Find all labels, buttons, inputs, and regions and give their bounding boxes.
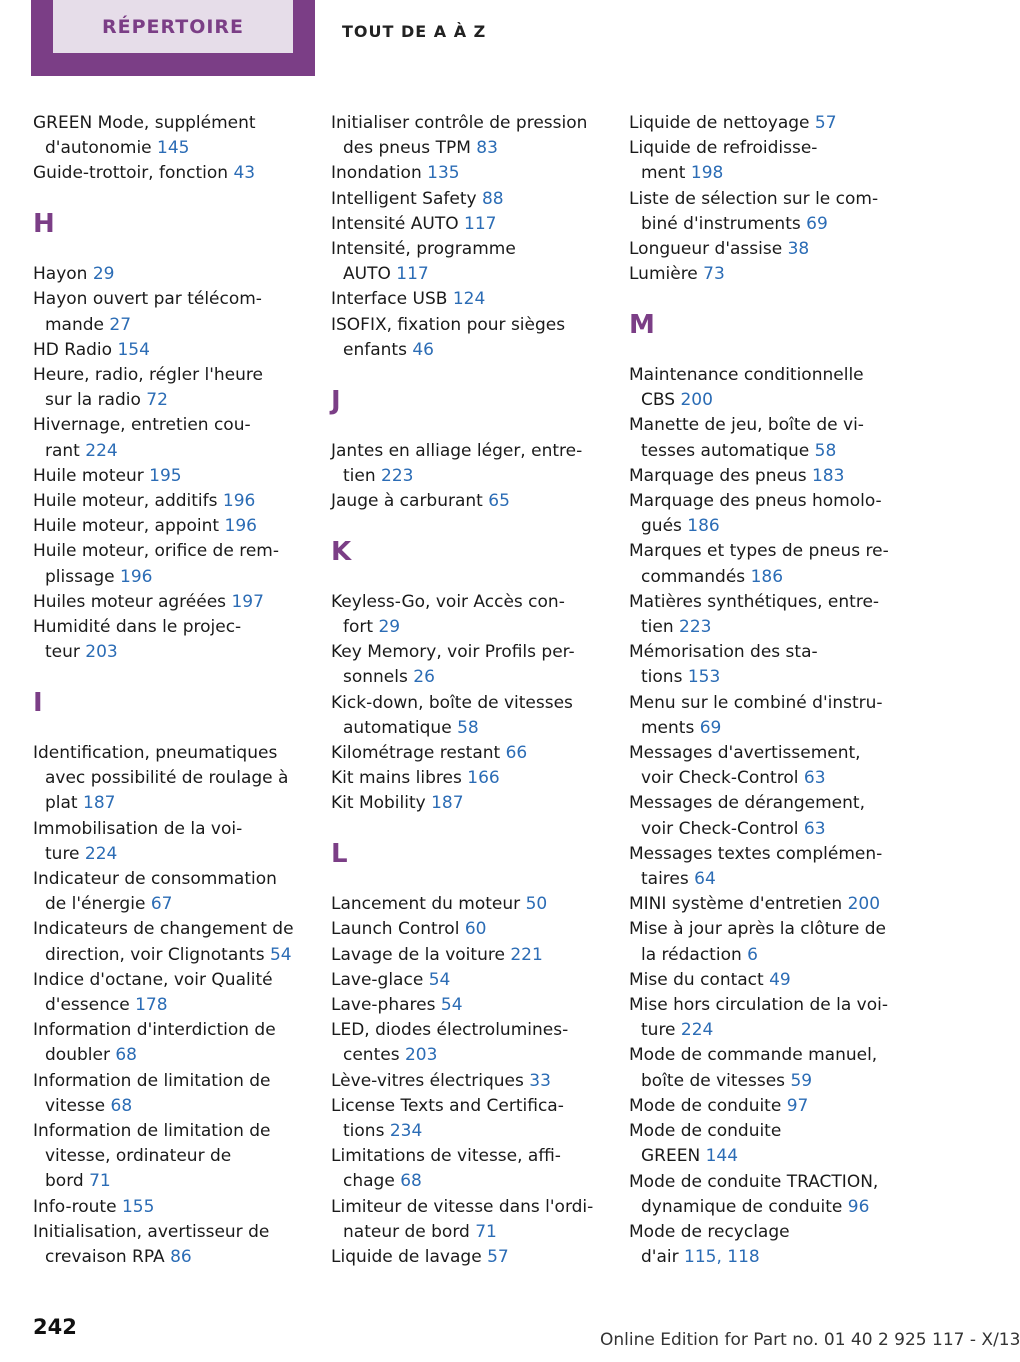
index-entry-text: Mode de conduite GREEN (629, 1121, 782, 1167)
index-entry (331, 691, 621, 741)
index-entry-text: Interface USB (331, 289, 453, 310)
page-reference-link[interactable]: 195 (149, 465, 182, 486)
index-entry (331, 313, 621, 363)
index-entry-text: Indicateur de consommation de l'énergie (33, 869, 277, 915)
page-reference-link[interactable]: 59 (790, 1070, 813, 1091)
index-entry (331, 1245, 621, 1270)
page-reference-link[interactable]: 67 (150, 894, 173, 915)
index-entry-text: Information de limitation de vitesse (33, 1070, 271, 1116)
index-entry (629, 413, 929, 463)
index-entry-text: Guide-trottoir, fonction (33, 163, 234, 184)
page-reference-link[interactable]: 117 (396, 264, 429, 285)
index-entry (331, 590, 621, 640)
index-entry-text: Huiles moteur agréées (33, 591, 232, 612)
index-entry-text: Liquide de refroidisse- ment (629, 138, 818, 184)
page-reference-link[interactable]: 144 (705, 1146, 739, 1167)
index-entry-text: Intensité, programme AUTO (331, 239, 516, 285)
index-entry-text: Menu sur le combiné d'instru- ments (629, 692, 883, 738)
index-entry-text: Liquide de lavage (331, 1247, 488, 1268)
tab-bar (0, 0, 960, 76)
page-reference-link[interactable]: 60 (464, 919, 487, 940)
index-entry (33, 1119, 323, 1195)
page-reference-link[interactable]: 50 (525, 894, 548, 915)
index-entry (629, 993, 929, 1043)
index-entry (33, 615, 323, 665)
index-entry (33, 741, 323, 817)
index-entry (629, 968, 929, 993)
index-entry-text: Messages textes complémen- taires (629, 843, 883, 890)
page-reference-link[interactable]: 64 (694, 869, 716, 890)
page-reference-link[interactable]: 38 (787, 239, 810, 260)
index-entry-text: Mode de conduite TRACTION, dynamique de conduite (629, 1171, 879, 1217)
edition-footer: Online Edition for Part no. 01 40 2 925 117 - X/13 (600, 1330, 1020, 1350)
index-entry (331, 1195, 621, 1245)
tab-repertoire-label: RÉPERTOIRE (53, 0, 293, 53)
index-entry-text: Identification, pneumatiques avec possibilité de roulage à plat (33, 743, 289, 814)
index-entry-text: Lancement du moteur (331, 894, 526, 915)
index-entry-text: Manette de jeu, boîte de vi- tesses automatique (629, 415, 864, 461)
page-reference-link[interactable]: 187 (83, 793, 116, 814)
index-entry-text: Immobilisation de la voi- ture (33, 818, 243, 864)
index-entry (33, 464, 323, 489)
index-entry-text: Mise hors circulation de la voi- ture (629, 995, 888, 1041)
page-reference-link[interactable]: 224 (85, 440, 118, 461)
index-entry (629, 691, 929, 741)
index-entry (331, 111, 621, 161)
index-entry-text: Marques et types de pneus re- commandés (629, 541, 889, 587)
index-entry (629, 111, 929, 136)
page-reference-link[interactable]: 29 (92, 264, 115, 285)
page-reference-link[interactable]: 96 (847, 1196, 870, 1217)
index-entry (331, 968, 621, 993)
page-reference-link[interactable]: 224 (84, 843, 118, 864)
page-reference-link[interactable]: 153 (687, 667, 721, 688)
page-reference-link[interactable]: 186 (750, 566, 784, 587)
page-reference-link[interactable]: 27 (109, 314, 132, 335)
index-entry (331, 1094, 621, 1144)
page-reference-link[interactable]: 223 (679, 617, 712, 638)
index-entry-text: Maintenance conditionnelle CBS (629, 365, 864, 411)
index-entry-text: Huile moteur (33, 465, 150, 486)
page-reference-link[interactable]: 198 (690, 163, 724, 184)
index-entry (33, 1220, 323, 1270)
index-entry (629, 1094, 929, 1119)
page-reference-link[interactable]: 57 (814, 113, 837, 133)
index-entry-text: Initialisation, avertisseur de crevaison RPA (33, 1221, 270, 1268)
index-entry-text: Mode de commande manuel, boîte de vitesses (629, 1045, 878, 1091)
page-reference-link[interactable]: 97 (786, 1095, 809, 1116)
page-reference-link[interactable]: 124 (452, 289, 486, 310)
index-entry (331, 917, 621, 942)
index-entry (331, 640, 621, 690)
index-entry (33, 262, 323, 287)
page-reference-link[interactable]: 63 (803, 768, 826, 789)
index-entry (33, 161, 323, 186)
index-entry-text: Limitations de vitesse, affi- chage (331, 1146, 561, 1192)
page-reference-link[interactable]: 221 (510, 944, 543, 965)
index-entry-text: Initialiser contrôle de pression des pneus TPM (331, 113, 588, 159)
index-entry-text: Jauge à carburant (331, 491, 489, 512)
page-reference-link[interactable]: 54 (440, 995, 463, 1016)
page-reference-link[interactable]: 234 (389, 1121, 423, 1142)
section-letter-h: H (33, 209, 55, 240)
page-reference-link[interactable]: 186 (687, 516, 720, 537)
page-reference-link[interactable]: 68 (400, 1171, 422, 1192)
page-reference-link[interactable]: 6 (747, 944, 758, 965)
page-reference-link[interactable]: 187 (431, 793, 464, 814)
index-entry-text: Kit Mobility (331, 793, 432, 814)
page-reference-link[interactable]: 54 (428, 969, 451, 990)
page-reference-link[interactable]: 73 (703, 264, 725, 285)
index-entry-text: Lumière (629, 264, 704, 285)
index-entry-text: Keyless-Go, voir Accès con- fort (331, 591, 565, 637)
page-reference-link[interactable]: 145 (157, 138, 190, 159)
index-entry-text: Jantes en alliage léger, entre- tien (331, 440, 583, 486)
index-entry (629, 741, 929, 791)
index-entry-text: Intensité AUTO (331, 213, 465, 234)
section-letter-i: I (33, 688, 43, 719)
page-reference-link[interactable]: 196 (120, 566, 153, 587)
index-entry-text: Hivernage, entretien cou- rant (33, 415, 251, 461)
index-entry-text: Kit mains libres (331, 768, 468, 789)
index-entry-text: Mémorisation des sta- tions (629, 642, 818, 688)
page-number: 242 (33, 1315, 77, 1339)
index-entry (331, 766, 621, 791)
index-entry-text: Limiteur de vitesse dans l'ordi- nateur de bord (331, 1196, 594, 1242)
index-entry-text: Heure, radio, régler l'heure sur la radio (33, 365, 263, 411)
index-entry (331, 892, 621, 917)
index-entry-text: ISOFIX, fixation pour sièges enfants (331, 314, 566, 360)
page-reference-link[interactable]: 117 (464, 213, 497, 234)
page-reference-link[interactable]: 69 (806, 213, 828, 234)
index-entry (331, 489, 621, 514)
index-entry (629, 917, 929, 967)
index-entry-text: Matières synthétiques, entre- tien (629, 591, 880, 638)
index-entry-text: Lave-phares (331, 995, 441, 1016)
index-entry (33, 590, 323, 615)
page-reference-link[interactable]: 69 (699, 717, 722, 738)
index-entry (331, 993, 621, 1018)
page-reference-link[interactable]: 33 (529, 1070, 551, 1091)
index-entry-text: Mise du contact (629, 969, 770, 990)
index-entry (33, 413, 323, 463)
index-entry-text: Info-route (33, 1196, 122, 1217)
index-entry-text: MINI système d'entretien (629, 894, 848, 915)
index-entry (331, 187, 621, 212)
page-reference-link[interactable]: 29 (378, 617, 401, 637)
index-entry-text: Inondation (331, 163, 428, 184)
index-entry-text: Intelligent Safety (331, 188, 482, 209)
page-reference-link[interactable]: 65 (488, 491, 510, 512)
page-reference-link[interactable]: 71 (89, 1171, 111, 1192)
index-entry (33, 338, 323, 363)
index-entry-text: Marquage des pneus homolo- gués (629, 491, 882, 537)
index-entry (629, 489, 929, 539)
index-entry-text: Longueur d'assise (629, 239, 788, 260)
index-entry (629, 363, 929, 413)
index-entry-text: Lave-glace (331, 969, 429, 990)
index-entry (33, 489, 323, 514)
index-entry-text: Launch Control (331, 919, 465, 940)
index-entry (331, 161, 621, 186)
index-entry (331, 1069, 621, 1094)
page-reference-link[interactable]: 223 (381, 465, 414, 486)
page-reference-link[interactable]: 54 (269, 944, 292, 965)
page-reference-link[interactable]: 49 (769, 969, 791, 990)
page-reference-link[interactable]: 83 (476, 138, 498, 159)
index-entry-text: Liste de sélection sur le com- biné d'instruments (629, 188, 879, 234)
page-reference-link[interactable]: 196 (224, 516, 257, 537)
index-entry (33, 968, 323, 1018)
index-entry-text: Humidité dans le projec- teur (33, 617, 242, 663)
section-letter-m: M (629, 310, 655, 341)
index-entry (331, 741, 621, 766)
index-entry (33, 514, 323, 539)
index-entry-text: Key Memory, voir Profils per- sonnels (331, 642, 575, 688)
index-column-1 (33, 111, 323, 1270)
index-entry-text: Information de limitation de vitesse, ordinateur de bord (33, 1121, 271, 1192)
index-entry-text: Hayon (33, 264, 93, 285)
index-entry (629, 590, 929, 640)
index-column-3 (629, 111, 929, 1270)
index-entry-text: GREEN Mode, supplément d'autonomie (33, 113, 256, 159)
index-entry (629, 892, 929, 917)
page-reference-link[interactable]: 26 (413, 667, 435, 688)
index-entry-text: Messages de dérangement, voir Check-Control (629, 793, 865, 839)
page-reference-link[interactable]: 203 (85, 642, 118, 663)
index-entry-text: Kilométrage restant (331, 743, 506, 764)
section-letter-l: L (331, 839, 348, 870)
page-reference-link[interactable]: 58 (457, 717, 479, 738)
page-reference-link[interactable]: 197 (231, 591, 264, 612)
tab-repertoire[interactable] (31, 0, 315, 76)
index-entry-text: Liquide de nettoyage (629, 113, 815, 133)
index-entry (629, 187, 929, 237)
page-reference-link[interactable]: 203 (404, 1045, 438, 1066)
index-entry (331, 1018, 621, 1068)
index-entry (331, 287, 621, 312)
index-entry-text: Mode de conduite (629, 1095, 787, 1116)
page-reference-link[interactable]: 183 (811, 465, 845, 486)
index-entry (33, 917, 323, 967)
page-reference-link[interactable]: 166 (467, 768, 500, 789)
index-entry-text: Information d'interdiction de doubler (33, 1020, 276, 1066)
page-reference-link[interactable]: 71 (475, 1221, 497, 1242)
page-reference-link[interactable]: 200 (680, 390, 713, 411)
index-entry (33, 287, 323, 337)
index-entry-text: Lavage de la voiture (331, 944, 511, 965)
page-reference-link[interactable]: 196 (222, 491, 256, 512)
index-entry (33, 111, 323, 161)
index-entry (331, 1144, 621, 1194)
index-entry (331, 791, 621, 816)
section-letter-k: K (331, 536, 352, 567)
page-reference-link[interactable]: 86 (170, 1247, 192, 1268)
page-reference-link[interactable]: 58 (814, 440, 837, 461)
index-entry (331, 237, 621, 287)
page-reference-link[interactable]: 66 (505, 743, 528, 764)
index-entry-text: Lève-vitres électriques (331, 1070, 530, 1091)
index-entry (33, 867, 323, 917)
index-entry (629, 539, 929, 589)
index-entry (629, 237, 929, 262)
index-entry-text: Huile moteur, appoint (33, 516, 225, 537)
page-reference-link[interactable]: 178 (135, 995, 168, 1016)
index-entry (331, 943, 621, 968)
tab-tout-de-a-a-z[interactable]: TOUT DE A À Z (342, 22, 487, 41)
page-reference-link[interactable]: 57 (487, 1247, 509, 1268)
index-entry (33, 539, 323, 589)
index-entry (629, 791, 929, 841)
page-reference-link[interactable]: 200 (847, 894, 881, 915)
page-reference-link[interactable]: 63 (803, 818, 826, 839)
index-entry (629, 262, 929, 287)
index-entry (33, 1018, 323, 1068)
page-reference-link[interactable]: 154 (117, 339, 150, 360)
page-reference-link[interactable]: 224 (680, 1020, 714, 1041)
index-entry-text: Indice d'octane, voir Qualité d'essence (33, 969, 273, 1016)
index-entry-text: Kick-down, boîte de vitesses automatique (331, 692, 573, 738)
index-entry (629, 640, 929, 690)
page-reference-link[interactable]: 155 (121, 1196, 155, 1217)
index-entry-text: Huile moteur, additifs (33, 491, 223, 512)
index-entry (33, 817, 323, 867)
index-entry-text: Indicateurs de changement de direction, voir Clignotants (33, 919, 294, 965)
index-entry-text: Messages d'avertissement, voir Check-Control (629, 743, 861, 789)
page-reference-link[interactable]: 135 (427, 163, 460, 184)
page-reference-link[interactable]: 115, 118 (684, 1247, 760, 1268)
index-entry-text: Mode de recyclage d'air (629, 1221, 790, 1268)
page-reference-link[interactable]: 72 (146, 390, 168, 411)
page-reference-link[interactable]: 68 (110, 1095, 133, 1116)
index-entry (33, 363, 323, 413)
index-entry (629, 1170, 929, 1220)
page-reference-link[interactable]: 43 (233, 163, 256, 184)
index-entry (629, 136, 929, 186)
index-entry-text: LED, diodes électrolumines- centes (331, 1020, 569, 1066)
index-entry-text: HD Radio (33, 339, 118, 360)
page-reference-link[interactable]: 68 (115, 1045, 137, 1066)
index-entry (629, 464, 929, 489)
index-entry (331, 439, 621, 489)
index-entry (331, 212, 621, 237)
section-letter-j: J (331, 385, 341, 416)
index-entry-text: License Texts and Certifica- tions (331, 1095, 564, 1142)
index-entry-text: Hayon ouvert par télécom- mande (33, 289, 262, 335)
index-entry (33, 1195, 323, 1220)
index-entry-text: Mise à jour après la clôture de la rédaction (629, 919, 886, 965)
page-reference-link[interactable]: 46 (412, 339, 434, 360)
index-entry (629, 1043, 929, 1093)
index-entry (33, 1069, 323, 1119)
index-entry (629, 842, 929, 892)
index-entry (629, 1220, 929, 1270)
index-column-2 (331, 111, 621, 1270)
index-entry-text: Marquage des pneus (629, 465, 812, 486)
page-reference-link[interactable]: 88 (481, 188, 504, 209)
index-entry (629, 1119, 929, 1169)
index-entry-text: Huile moteur, orifice de rem- plissage (33, 541, 279, 587)
